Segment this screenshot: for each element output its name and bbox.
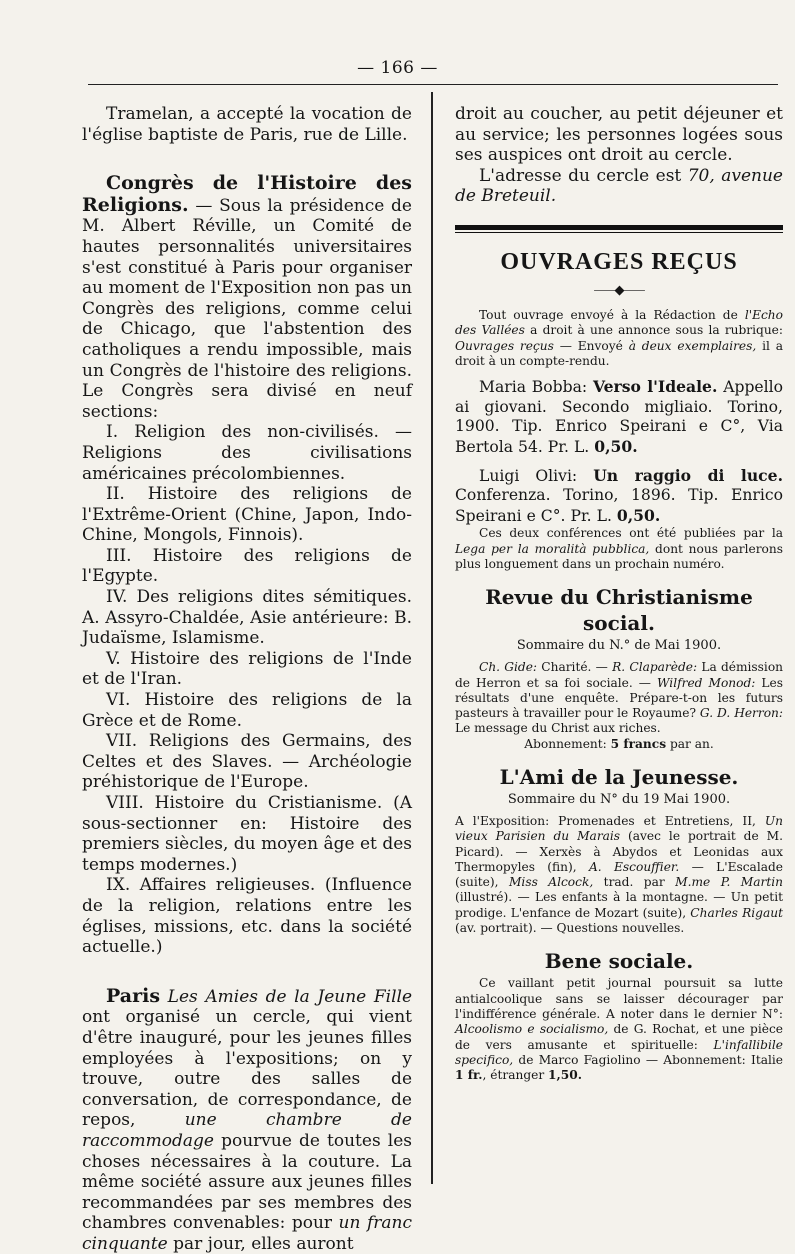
note-text: a droit à une annonce sous la rubrique: bbox=[524, 323, 783, 338]
bene-text: de G. Rochat, et une pièce de vers amusante et spirituelle: bbox=[455, 1022, 783, 1052]
revue-text: Les résultats d'une enquête. Prépare-t-on les futurs pasteurs à travailler pour le Royaume? bbox=[455, 675, 783, 721]
continuation-paragraph: droit au coucher, au petit déjeuner et au service; les personnes logées sous ses auspices ont droit au cercle. bbox=[455, 104, 783, 166]
note-text: — Envoyé bbox=[553, 338, 629, 353]
note-italic: Lega per la moralità pubblica, bbox=[455, 541, 650, 556]
paris-italic-name: Les Amies de la Jeune Fille bbox=[167, 986, 413, 1007]
book-entry-olivi bbox=[455, 466, 783, 527]
note-text: il a droit à un compte-rendu. bbox=[455, 338, 784, 368]
section-rule-thin bbox=[455, 232, 783, 233]
abonnement-price: 5 francs bbox=[610, 736, 667, 751]
section-item: V. Histoire des religions de l'Inde et de l'Iran. bbox=[82, 648, 412, 690]
bene-italic: L'infallibile specifico, bbox=[455, 1037, 783, 1067]
note-italic: l'Echo des Vallées bbox=[455, 307, 783, 338]
book-body: Conferenza. Torino, 1896. Tip. Enrico Speirani e C°. Pr. L. bbox=[455, 486, 783, 525]
book-title: Verso l'Ideale. bbox=[592, 377, 718, 397]
ami-italic: Un vieux Parisien du Marais bbox=[455, 813, 783, 844]
ami-text: (illustré). — Les enfants à la montagne. — Un petit prodige. L'enfance de Mozart (suite), bbox=[455, 890, 783, 920]
paris-italic: un franc cinquante bbox=[82, 1213, 412, 1254]
paris-title: Paris bbox=[106, 984, 161, 1007]
bene-price: 1,50. bbox=[548, 1068, 582, 1083]
revue-author: R. Claparède: bbox=[612, 660, 698, 675]
paris-body: pourvue de toutes les choses nécessaires à la couture. La même société assure aux jeunes filles recommandées par ses membres des chambres convenables: pour bbox=[82, 1130, 412, 1234]
ami-text: (avec le portrait de M. Picard). — Xerxès à Abydos et Leonidas aux Thermopyles (fin), bbox=[455, 829, 784, 874]
section-item: II. Histoire des religions de l'Extrême-Orient (Chine, Japon, Indo-Chine, Mongols, Finnois). bbox=[82, 484, 412, 546]
ouvrages-note bbox=[455, 308, 783, 369]
address-paragraph bbox=[455, 166, 783, 207]
paris-italic: une chambre de raccommodage bbox=[82, 1110, 412, 1151]
book-author: Maria Bobba: bbox=[479, 378, 593, 397]
book-price: 0,50. bbox=[616, 505, 661, 525]
note-italic: à deux exemplaires, bbox=[628, 338, 757, 353]
ami-text: (av. portrait). — Questions nouvelles. bbox=[455, 921, 685, 936]
revue-text: La démission de Herron et sa foi sociale. — bbox=[455, 660, 784, 690]
ami-text: — L'Escalade (suite), bbox=[455, 859, 783, 890]
section-item: IX. Affaires religieuses. (Influence de la religion, relations entre les églises, missions, etc. dans la société actuelle.) bbox=[82, 875, 412, 958]
ornament-icon: ⸺◆⸺ bbox=[593, 282, 645, 298]
revue-text: Charité. — bbox=[537, 660, 613, 675]
ami-italic: M.me P. Martin bbox=[675, 875, 783, 890]
congres-body: — Sous la présidence de M. Albert Réville, un Comité de hautes personnalités universitaires s'est constitué à Paris pour organiser au moment de l'Exposition non pas un Congrès des religions, comme celui de Chicago, que l'abstention des catholiques a rendu impossible, mais un Congrès de l'histoire des religions. Le Congrès sera divisé en neuf sections: bbox=[82, 195, 412, 422]
congres-title: Congrès de l'Histoire des Religions. bbox=[82, 172, 412, 216]
header-rule bbox=[88, 84, 778, 85]
note-text: Ces deux conférences ont été publiées par la bbox=[479, 526, 783, 541]
revue-author: G. D. Herron: bbox=[699, 706, 783, 721]
section-rule-thick bbox=[455, 225, 783, 230]
ami-text: trad. par bbox=[593, 875, 676, 890]
paris-paragraph bbox=[82, 986, 412, 1254]
intro-paragraph: Tramelan, a accepté la vocation de l'église baptiste de Paris, rue de Lille. bbox=[82, 104, 412, 145]
column-divider bbox=[431, 92, 433, 1184]
bene-text: de Marco Fagiolino — Abonnement: Italie bbox=[513, 1052, 783, 1067]
address-italic: 70, avenue de Breteuil. bbox=[455, 165, 783, 207]
abonnement-text: par an. bbox=[666, 736, 714, 751]
congres-paragraph bbox=[82, 173, 412, 422]
bene-body bbox=[455, 976, 783, 1083]
ami-italic: Charles Rigaut bbox=[690, 905, 783, 920]
book-title: Un raggio di luce. bbox=[593, 465, 783, 485]
revue-title: Revue du Christianisme social. bbox=[485, 585, 753, 636]
bene-price: 1 fr. bbox=[455, 1068, 483, 1083]
revue-author: Wilfred Monod: bbox=[657, 675, 756, 690]
ouvrages-title: OUVRAGES REÇUS bbox=[500, 248, 738, 275]
abonnement-label: Abonnement: bbox=[524, 736, 611, 751]
page-number: — 166 — bbox=[357, 58, 438, 78]
revue-body bbox=[455, 660, 783, 736]
section-item: III. Histoire des religions de l'Egypte. bbox=[82, 545, 412, 587]
ami-title: L'Ami de la Jeunesse. bbox=[499, 764, 739, 789]
note-text: Tout ouvrage envoyé à la Rédaction de bbox=[479, 307, 745, 322]
note-text: dont nous parlerons plus longuement dans un prochain numéro. bbox=[455, 541, 783, 571]
revue-subtitle: Sommaire du N.° de Mai 1900. bbox=[516, 638, 722, 654]
section-item: VIII. Histoire du Cristianisme. (A sous-sectionner en: Histoire des premiers siècles, du moyen âge et des temps modernes.) bbox=[82, 793, 412, 875]
revue-text: Le message du Christ aux riches. bbox=[455, 721, 661, 736]
ami-subtitle: Sommaire du N° du 19 Mai 1900. bbox=[507, 791, 731, 807]
ami-body bbox=[455, 814, 783, 936]
book-entry-bobba bbox=[455, 377, 783, 457]
section-item: IV. Des religions dites sémitiques. A. Assyro-Chaldée, Asie antérieure: B. Judaïsme, Islamisme. bbox=[82, 587, 412, 649]
bene-title: Bene sociale. bbox=[544, 949, 694, 974]
revue-author: Ch. Gide: bbox=[479, 660, 538, 675]
address-lead: L'adresse du cercle est bbox=[479, 165, 688, 186]
book-body: Appello ai giovani. Secondo migliaio. Torino, 1900. Tip. Enrico Speirani e C°, Via Bertola 54. Pr. L. bbox=[455, 378, 784, 456]
section-item: VI. Histoire des religions de la Grèce et de Rome. bbox=[82, 690, 412, 731]
bene-italic: Alcoolismo e socialismo, bbox=[455, 1022, 609, 1037]
section-item: I. Religion des non-civilisés. — Religions des civilisations américaines précolombiennes. bbox=[82, 422, 412, 484]
ami-italic: Miss Alcock, bbox=[508, 875, 594, 890]
paris-body: par jour, elles auront bbox=[167, 1233, 354, 1254]
section-item: VII. Religions des Germains, des Celtes et des Slaves. — Archéologie préhistorique de l'Europe. bbox=[82, 731, 412, 793]
note-italic: Ouvrages reçus bbox=[455, 338, 554, 353]
ami-italic: A. Escouffier. bbox=[589, 859, 680, 874]
conferences-note bbox=[455, 526, 783, 572]
book-author: Luigi Olivi: bbox=[479, 466, 594, 485]
paris-body: ont organisé un cercle, qui vient d'être inauguré, pour les jeunes filles employées à l'expositions; on y trouve, outre des salles de conversation, de correspondance, de repos, bbox=[82, 1007, 412, 1131]
book-price: 0,50. bbox=[594, 436, 638, 456]
revue-abonnement bbox=[455, 737, 783, 752]
ami-text: A l'Exposition: Promenades et Entretiens, II, bbox=[455, 813, 765, 828]
right-column bbox=[455, 104, 783, 1184]
bene-text: Ce vaillant petit journal poursuit sa lutte antialcoolique sans se laisser décourager par l'indifférence générale. A noter dans le dernier N°: bbox=[455, 976, 783, 1021]
left-column bbox=[82, 104, 413, 1254]
bene-text: , étranger bbox=[482, 1068, 549, 1083]
